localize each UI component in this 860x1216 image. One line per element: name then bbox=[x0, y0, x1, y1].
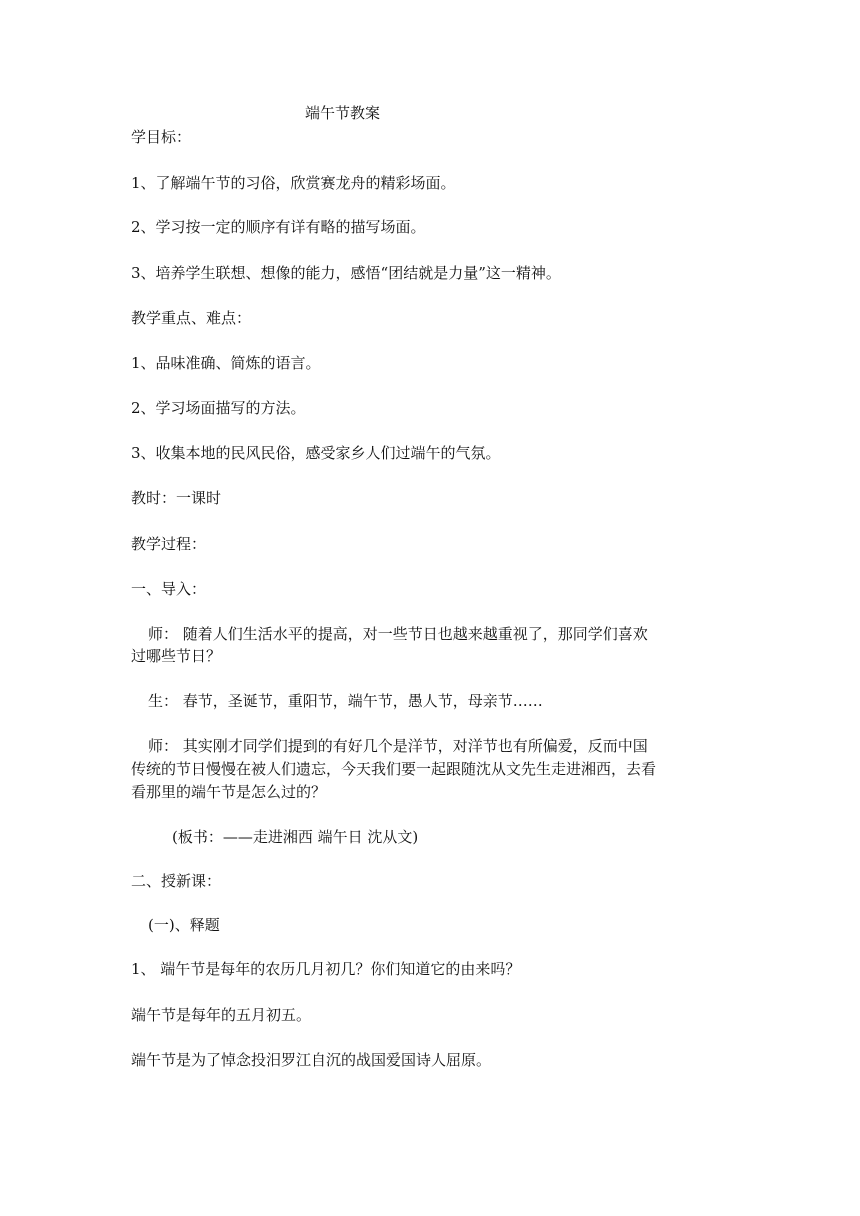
teacher-dialogue-2-line-2: 传统的节日慢慢在被人们遗忘，今天我们要一起跟随沈从文先生走进湘西，去看 bbox=[131, 760, 657, 778]
objective-item-3: 3、培养学生联想、想像的能力，感悟“团结就是力量”这一精神。 bbox=[131, 264, 561, 282]
teacher-dialogue-1-line-1: 师： 随着人们生活水平的提高，对一些节日也越来越重视了，那同学们喜欢 bbox=[148, 625, 648, 643]
question-1: 1、 端午节是每年的农历几月初几？你们知道它的由来吗？ bbox=[131, 960, 521, 978]
teacher-dialogue-2-line-3: 看那里的端午节是怎么过的？ bbox=[131, 783, 327, 801]
answer-2: 端午节是为了悼念投汨罗江自沉的战国爱国诗人屈原。 bbox=[131, 1051, 492, 1069]
objective-item-2: 2、学习按一定的顺序有详有略的描写场面。 bbox=[131, 218, 426, 236]
teacher-dialogue-1-line-2: 过哪些节日？ bbox=[131, 647, 222, 665]
section-1-heading: 一、导入： bbox=[131, 580, 207, 598]
subsection-1-heading: (一)、释题 bbox=[148, 916, 220, 934]
key-point-item-2: 2、学习场面描写的方法。 bbox=[131, 399, 306, 417]
process-heading: 教学过程： bbox=[131, 535, 207, 553]
board-note: (板书：——走进湘西 端午日 沈从文) bbox=[172, 828, 419, 846]
key-point-item-3: 3、收集本地的民风民俗，感受家乡人们过端午的气氛。 bbox=[131, 444, 501, 462]
key-point-item-1: 1、品味准确、简炼的语言。 bbox=[131, 354, 321, 372]
answer-1: 端午节是每年的五月初五。 bbox=[131, 1006, 312, 1024]
section-2-heading: 二、授新课： bbox=[131, 872, 222, 890]
class-hours: 教时：一课时 bbox=[131, 489, 222, 507]
document-title: 端午节教案 bbox=[305, 104, 381, 122]
objective-item-1: 1、了解端午节的习俗，欣赏赛龙舟的精彩场面。 bbox=[131, 174, 456, 192]
objectives-heading: 学目标： bbox=[131, 128, 192, 146]
teacher-dialogue-2-line-1: 师： 其实刚才同学们提到的有好几个是洋节，对洋节也有所偏爱，反而中国 bbox=[148, 737, 648, 755]
key-points-heading: 教学重点、难点： bbox=[131, 309, 252, 327]
student-dialogue-1: 生： 春节，圣诞节，重阳节，端午节，愚人节，母亲节…… bbox=[148, 692, 543, 710]
